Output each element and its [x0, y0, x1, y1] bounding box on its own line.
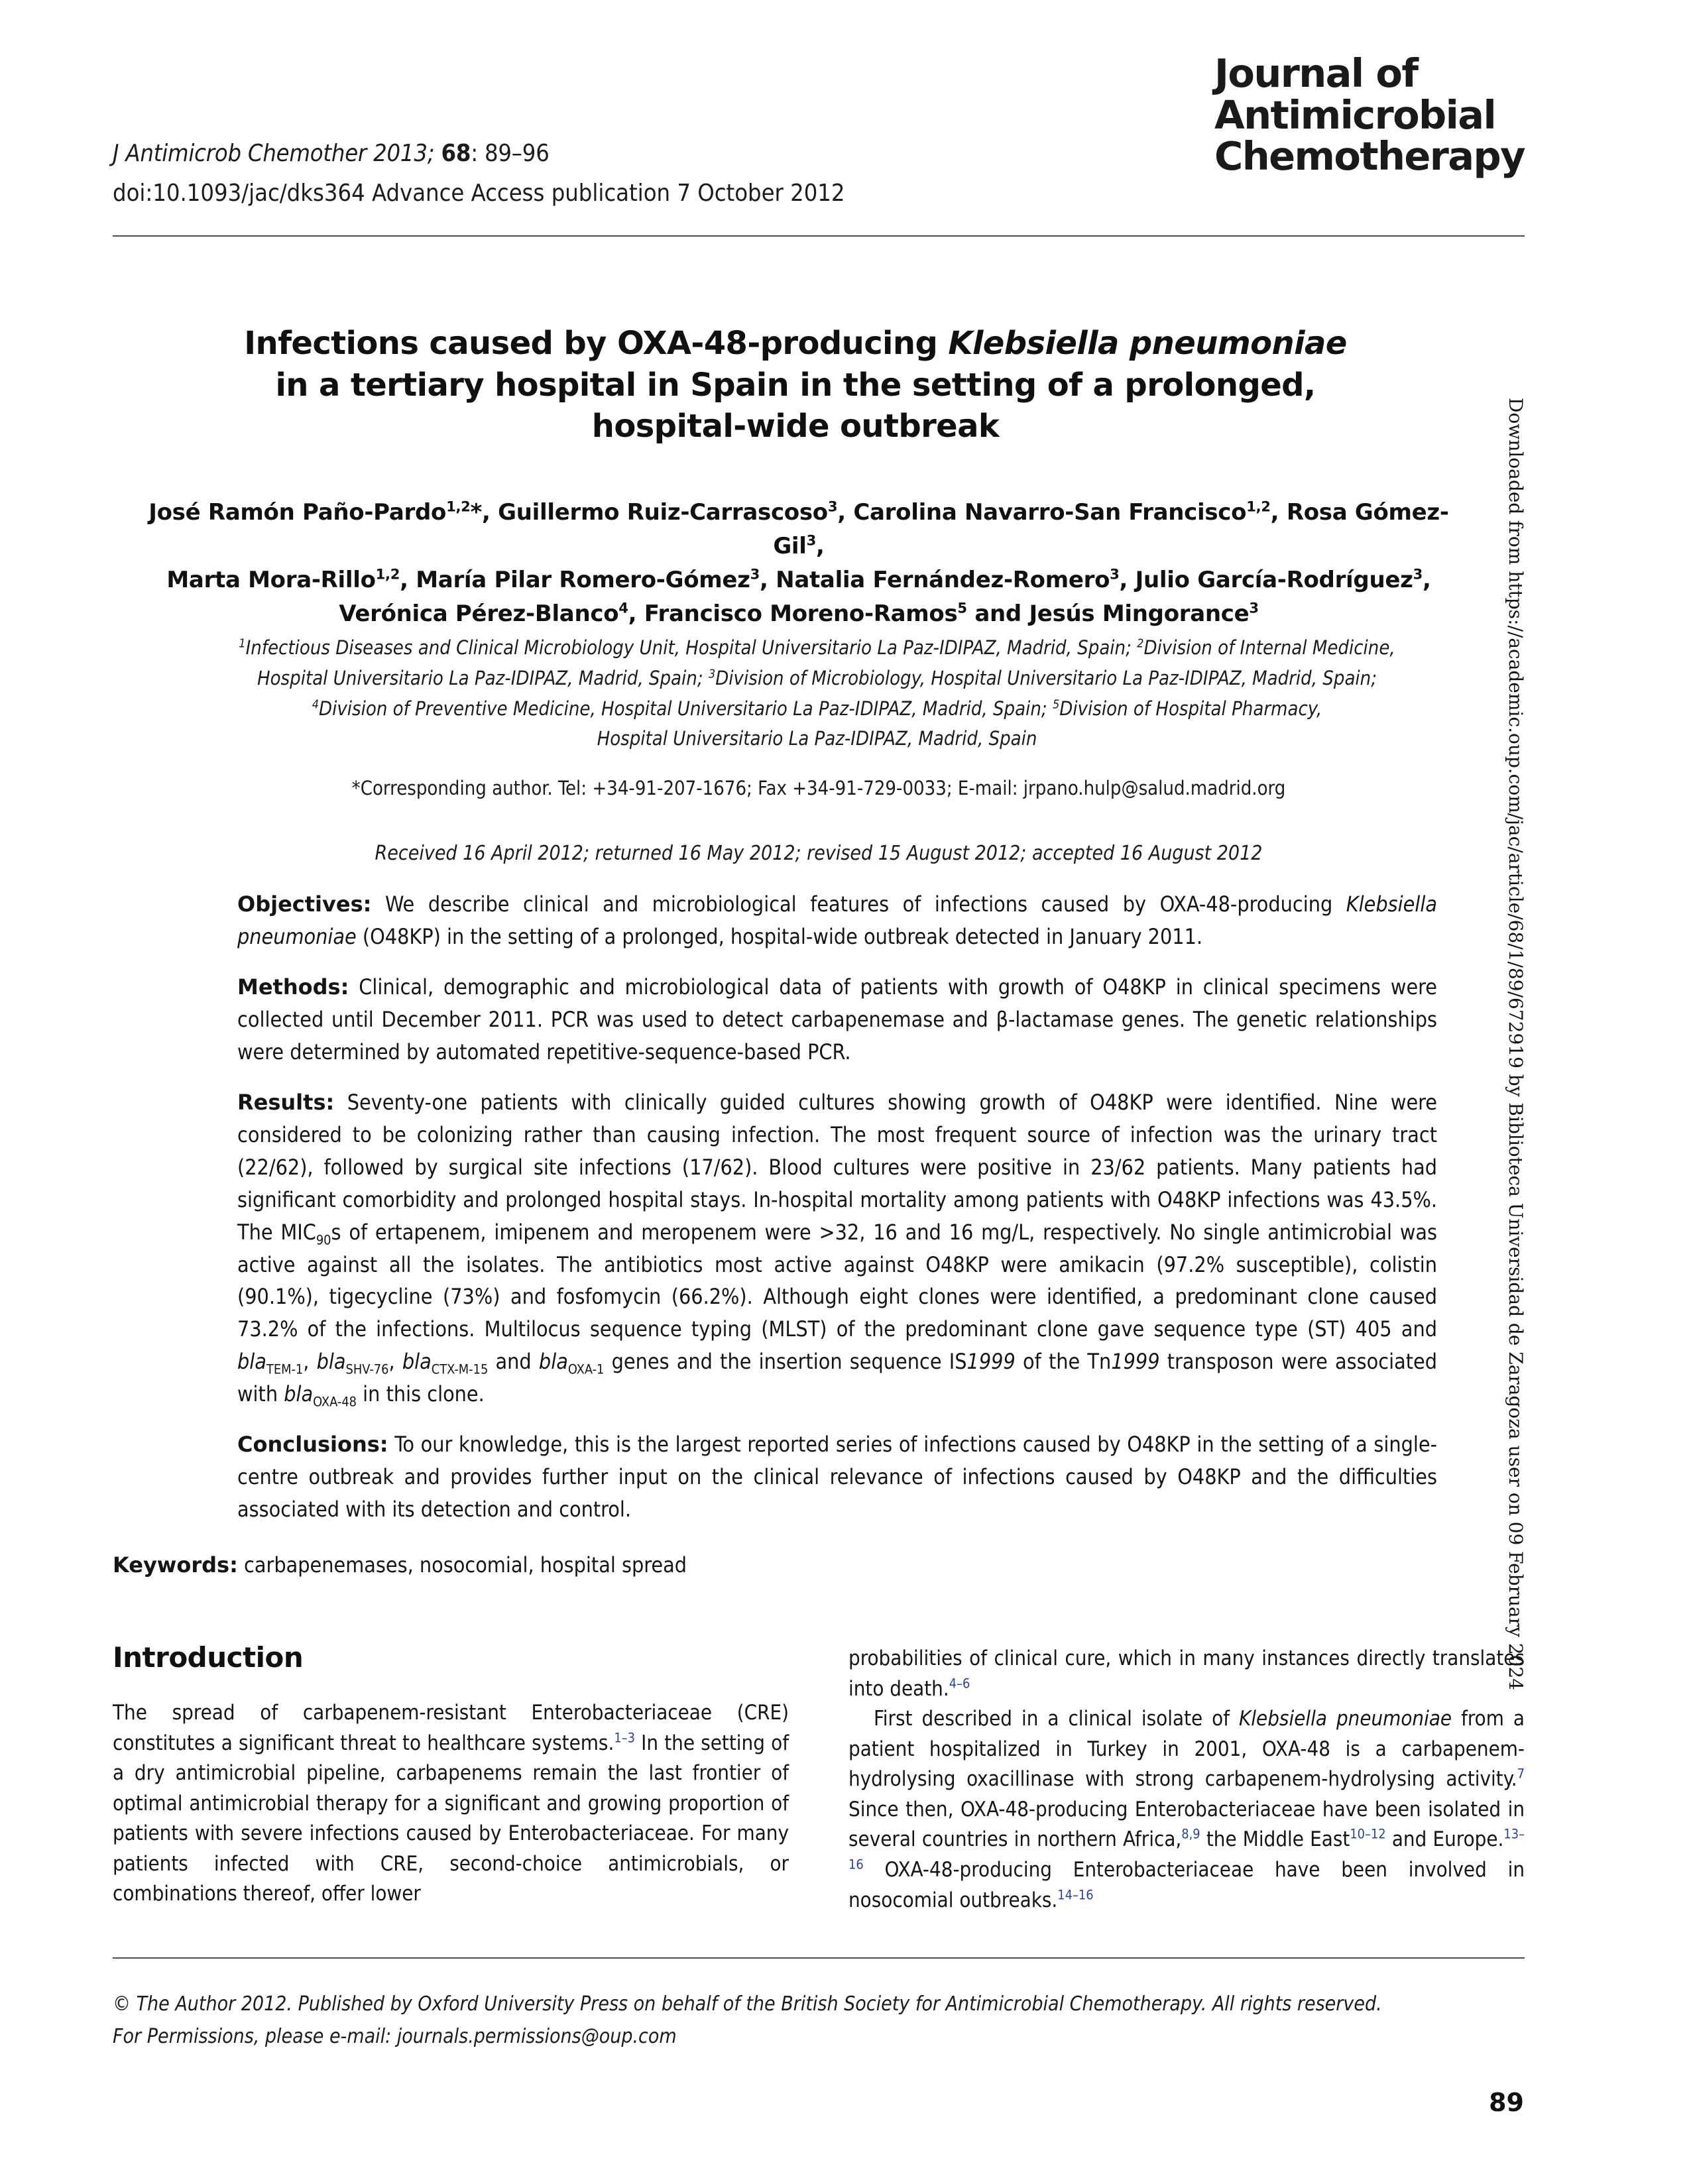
intro-p2-text-a: First described in a clinical isolate of [874, 1707, 1240, 1731]
gene-bla: bla [284, 1381, 314, 1407]
affiliation-marker: 3 [1110, 565, 1120, 583]
abstract-conclusions [237, 1428, 1437, 1526]
citation-link-8-9[interactable]: 8,9 [1181, 1827, 1200, 1843]
intro-p2-text-f: OXA-48-producing Enterobacteriaceae have been involved in nosocomial outbreaks. [848, 1857, 1525, 1912]
abstract [237, 888, 1437, 1526]
mic90-subscript: 90 [316, 1232, 331, 1247]
affiliation-line-1: $^1$Infectious Diseases and Clinical Microbiology Unit, Hospital Universitario La Paz-IDIPAZ, Madrid, Spain; $^2$Division of Internal Medicine, [239, 636, 1395, 659]
intro-p2-text-c: Since then, OXA-48-producing Enterobacteriaceae have been isolated in several countries in northern Africa, [848, 1797, 1525, 1852]
citation-link-4-6[interactable]: 4–6 [949, 1676, 970, 1692]
journal-logo [1214, 50, 1525, 180]
intro-species-name: Klebsiella pneumoniae [1239, 1707, 1452, 1731]
abstract-results-text-7: of the Tn [1015, 1349, 1112, 1375]
gene-subscript-tem1: TEM-1 [266, 1361, 304, 1377]
is-element-number: 1999 [966, 1349, 1016, 1375]
section-heading-introduction: Introduction [113, 1641, 304, 1674]
affiliation-marker: 1,2 [1246, 498, 1271, 515]
abstract-objectives-label: Objectives: [237, 891, 372, 917]
gene-bla: bla [237, 1349, 266, 1375]
journal-logo-line-3: Chemotherapy [1214, 133, 1525, 180]
gene-subscript-ctxm15: CTX-M-15 [431, 1361, 489, 1377]
citation-link-7[interactable]: 7 [1517, 1766, 1525, 1782]
keywords-label: Keywords: [113, 1552, 238, 1578]
affiliation-number: 5 [1052, 697, 1060, 711]
intro-paragraph-1 [113, 1698, 789, 1910]
affiliation-line-4: Hospital Universitario La Paz-IDIPAZ, Madrid, Spain [597, 727, 1037, 750]
affiliation-marker: 3 [750, 565, 760, 583]
author-line-1: José Ramón Paño-Pardo$^{1,2}$*, Guillermo Ruiz-Carrascoso$^3$, Carolina Navarro-San Francisco$^{1,2}$, Rosa Gómez-Gil$^3$, [148, 498, 1449, 559]
author-line-2: Marta Mora-Rillo$^{1,2}$, María Pilar Romero-Gómez$^3$, Natalia Fernández-Romero$^3$, Julio García-Rodríguez$^3$, [166, 565, 1431, 593]
abstract-results-text-8: transposon were associated with [237, 1349, 1438, 1407]
affiliation-marker: 1,2 [446, 498, 471, 515]
footer-divider [113, 1957, 1525, 1959]
abstract-conclusions-label: Conclusions: [237, 1432, 388, 1458]
abstract-methods [237, 971, 1437, 1068]
download-watermark: Downloaded from https://academic.oup.com/jac/article/68/1/89/672919 by Biblioteca Universidad de Zaragoza user on 09 February 2024 [1505, 398, 1527, 1691]
gene-bla: bla [538, 1349, 568, 1375]
affiliation-number: 2 [1137, 636, 1144, 651]
journal-citation-line [113, 136, 550, 172]
affiliation-number: 1 [239, 636, 246, 651]
masthead [113, 50, 1525, 232]
affiliation-marker: 3 [827, 498, 838, 515]
keywords-line [113, 1549, 1525, 1581]
gene-bla: bla [402, 1349, 432, 1375]
column-left [113, 1641, 789, 1910]
body-columns [113, 1641, 1525, 1942]
affiliation-marker: 3 [1413, 565, 1423, 583]
corresponding-author-note: *Corresponding author. Tel: +34-91-207-1676; Fax +34-91-729-0033; E-mail: jrpano.hulp@salud.madrid.org [351, 777, 1286, 799]
abstract-results-text-6: genes and the insertion sequence IS [604, 1349, 967, 1375]
affiliation-marker: 3 [1249, 599, 1259, 616]
intro-p1-cont-text: probabilities of clinical cure, which in many instances directly translates into death. [848, 1646, 1525, 1701]
copyright-line-2: For Permissions, please e-mail: journals.permissions@oup.com [113, 2024, 677, 2048]
abstract-objectives-text-a: We describe clinical and microbiological features of infections caused by OXA-48-producing [371, 891, 1346, 917]
affiliations-block [113, 633, 1521, 754]
gene-subscript-oxa1: OXA-1 [567, 1361, 605, 1377]
citation-link-10-12[interactable]: 10–12 [1350, 1827, 1386, 1843]
affiliation-marker: 3 [806, 532, 817, 549]
journal-citation-prefix: J Antimicrob Chemother 2013; [113, 140, 441, 167]
submission-dates: Received 16 April 2012; returned 16 May 2012; revised 15 August 2012; accepted 16 August 2012 [375, 842, 1263, 865]
abstract-methods-label: Methods: [237, 974, 349, 1000]
gene-subscript-oxa48: OXA-48 [313, 1394, 357, 1410]
journal-logo-line-1: Journal of [1214, 50, 1418, 96]
journal-volume: 68 [441, 140, 471, 167]
affiliation-number: 4 [312, 697, 320, 711]
page-number: 89 [1489, 2088, 1524, 2117]
masthead-divider [113, 235, 1525, 237]
affiliation-number: 3 [708, 667, 716, 681]
abstract-objectives-text-b: (O48KP) in the setting of a prolonged, hospital-wide outbreak detected in January 2011. [356, 923, 1203, 949]
affiliation-line-3: $^4$Division of Preventive Medicine, Hospital Universitario La Paz-IDIPAZ, Madrid, Spain; $^5$Division of Hospital Pharmacy, [312, 697, 1322, 720]
abstract-results-text-9: in this clone. [357, 1381, 485, 1407]
abstract-conclusions-text: To our knowledge, this is the largest reported series of infections caused by O48KP in the setting of a single-centre outbreak and provides further input on the clinical relevance of infections caused by O48KP and the difficulties associated with its detection and control. [237, 1432, 1437, 1523]
copyright-notice [113, 1988, 1525, 2053]
author-line-3: Verónica Pérez-Blanco$^4$, Francisco Moreno-Ramos$^5$ and Jesús Mingorance$^3$ [339, 599, 1259, 627]
journal-logo-line-2: Antimicrobial [1214, 91, 1496, 138]
abstract-methods-text: Clinical, demographic and microbiological data of patients with growth of O48KP in clinical specimens were collected until December 2011. PCR was used to detect carbapenemase and β-lactamase genes. The genetic relationships were determined by automated repetitive-sequence-based PCR. [237, 974, 1437, 1064]
intro-p2-text-d: the Middle East [1200, 1827, 1350, 1852]
abstract-sep-1: , [303, 1349, 317, 1375]
gene-bla: bla [316, 1349, 346, 1375]
intro-p1-text-b: In the setting of a dry antimicrobial pipeline, carbapenems remain the last frontier of optimal antimicrobial therapy for a significant and growing proportion of patients with severe infections caused by Enterobacteriaceae. For many patients infected with CRE, second-choice antimicrobials, or combinations thereof, offer lower [113, 1731, 789, 1906]
abstract-sep-3: and [488, 1349, 539, 1375]
intro-paragraph-1-cont [848, 1644, 1525, 1704]
affiliation-marker: 1,2 [375, 565, 400, 583]
journal-pages: : 89–96 [471, 140, 550, 167]
gene-subscript-shv76: SHV-76 [345, 1361, 389, 1377]
intro-p1-text-a: The spread of carbapenem-resistant Enterobacteriaceae (CRE) constitutes a significant threat to healthcare systems. [113, 1701, 789, 1755]
article-title-species-name: Klebsiella pneumoniae [948, 325, 1347, 363]
abstract-species-name: Klebsiella pneumoniae [237, 891, 1437, 949]
affiliation-marker: 4 [618, 599, 628, 616]
intro-p2-text-e: and Europe. [1385, 1827, 1504, 1852]
citation-link-1-3[interactable]: 1–3 [614, 1730, 635, 1746]
article-title-part-1: Infections caused by OXA-48-producing [244, 325, 949, 363]
affiliation-marker: 5 [957, 599, 967, 616]
intro-p2-text-b: from a patient hospitalized in Turkey in 2001, OXA-48 is a carbapenem-hydrolysing oxacillinase with strong carbapenem-hydrolysing activity. [848, 1707, 1525, 1792]
doi-line: doi:10.1093/jac/dks364 Advance Access publication 7 October 2012 [113, 180, 845, 207]
article-title-part-2: in a tertiary hospital in Spain in the setting of a prolonged, [275, 366, 1316, 404]
abstract-objectives [237, 888, 1437, 953]
author-list [133, 496, 1465, 631]
column-right [848, 1644, 1525, 1916]
abstract-sep-2: , [388, 1349, 402, 1375]
article-title [152, 323, 1438, 447]
article-title-part-3: hospital-wide outbreak [591, 407, 1000, 445]
citation-link-13-16[interactable]: 13–16 [848, 1827, 1525, 1872]
abstract-results-text-2: s of ertapenem, imipenem and meropenem were >32, 16 and 16 mg/L, respectively. No single antimicrobial was active against all the isolates. The antibiotics most active against O48KP were amikacin (97.2% susceptible), colistin (90.1%), tigecycline (73%) and fosfomycin (66.2%). Although eight clones were identified, a predominant clone caused 73.2% of the infections. Multilocus sequence typing (MLST) of the predominant clone gave sequence type (ST) 405 and [237, 1219, 1438, 1342]
intro-paragraph-2 [848, 1704, 1525, 1916]
tn-transposon-number: 1999 [1111, 1349, 1160, 1375]
keywords-values: carbapenemases, nosocomial, hospital spread [237, 1552, 687, 1578]
abstract-results-text-1: Seventy-one patients with clinically guided cultures showing growth of O48KP were identified. Nine were considered to be colonizing rather than causing infection. The most frequent source of infection was the urinary tract (22/62), followed by surgical site infections (17/62). Blood cultures were positive in 23/62 patients. Many patients had significant comorbidity and prolonged hospital stays. In-hospital mortality among patients with O48KP infections was 43.5%. The MIC [237, 1089, 1437, 1245]
copyright-line-1: © The Author 2012. Published by Oxford University Press on behalf of the British Society for Antimicrobial Chemotherapy. All rights reserved. [113, 1992, 1382, 2016]
abstract-results-label: Results: [237, 1089, 335, 1115]
citation-link-14-16[interactable]: 14–16 [1057, 1887, 1094, 1903]
abstract-results [237, 1086, 1437, 1411]
affiliation-line-2: Hospital Universitario La Paz-IDIPAZ, Madrid, Spain; $^3$Division of Microbiology, Hospital Universitario La Paz-IDIPAZ, Madrid, Spain; [257, 666, 1377, 689]
